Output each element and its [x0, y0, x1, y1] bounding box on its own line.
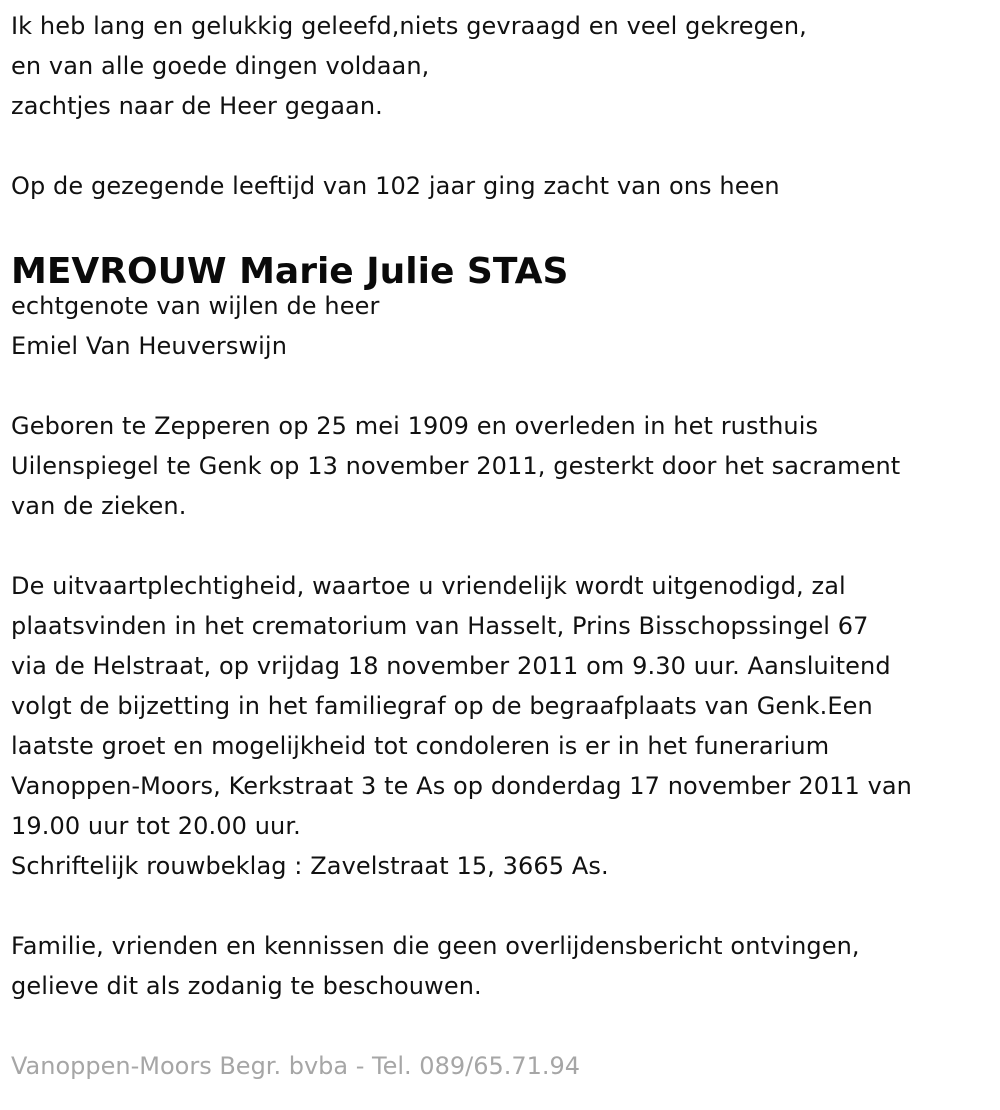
paragraph-line: van de zieken. — [11, 492, 187, 520]
spacer — [11, 126, 996, 166]
poem-line: Ik heb lang en gelukkig geleefd,niets gevraagd en veel gekregen, — [11, 12, 807, 40]
deceased-name: MEVROUW Marie Julie STAS — [11, 251, 569, 292]
birth-death-paragraph — [11, 406, 996, 526]
spacer — [11, 206, 996, 246]
paragraph-line: De uitvaartplechtigheid, waartoe u vriendelijk wordt uitgenodigd, zal — [11, 572, 846, 600]
paragraph-line: Vanoppen-Moors, Kerkstraat 3 te As op donderdag 17 november 2011 van — [11, 772, 912, 800]
intro-text: Op de gezegende leeftijd van 102 jaar ging zacht van ons heen — [11, 172, 780, 200]
spacer — [11, 526, 996, 566]
paragraph-line: Familie, vrienden en kennissen die geen overlijdensbericht ontvingen, — [11, 932, 860, 960]
paragraph-line: 19.00 uur tot 20.00 uur. — [11, 812, 301, 840]
funeral-home-footer: Vanoppen-Moors Begr. bvba - Tel. 089/65.71.94 — [11, 1052, 581, 1080]
poem-line: zachtjes naar de Heer gegaan. — [11, 92, 383, 120]
spacer — [11, 366, 996, 406]
relation-line: echtgenote van wijlen de heer — [11, 292, 380, 320]
paragraph-line: gelieve dit als zodanig te beschouwen. — [11, 972, 482, 1000]
paragraph-line: volgt de bijzetting in het familiegraf op de begraafplaats van Genk.Een — [11, 692, 873, 720]
paragraph-line: via de Helstraat, op vrijdag 18 november 2011 om 9.30 uur. Aansluitend — [11, 652, 891, 680]
paragraph-line: laatste groet en mogelijkheid tot condoleren is er in het funerarium — [11, 732, 830, 760]
paragraph-line: Uilenspiegel te Genk op 13 november 2011, gesterkt door het sacrament — [11, 452, 901, 480]
poem — [11, 6, 996, 126]
ceremony-paragraph — [11, 566, 996, 886]
spacer — [11, 886, 996, 926]
relation-line: Emiel Van Heuverswijn — [11, 332, 288, 360]
closing-paragraph — [11, 926, 996, 1006]
condolence-address: Schriftelijk rouwbeklag : Zavelstraat 15, 3665 As. — [11, 852, 609, 880]
paragraph-line: plaatsvinden in het crematorium van Hasselt, Prins Bisschopssingel 67 — [11, 612, 869, 640]
obituary-notice — [11, 6, 996, 1086]
spacer — [11, 1006, 996, 1046]
poem-line: en van alle goede dingen voldaan, — [11, 52, 430, 80]
paragraph-line: Geboren te Zepperen op 25 mei 1909 en overleden in het rusthuis — [11, 412, 819, 440]
